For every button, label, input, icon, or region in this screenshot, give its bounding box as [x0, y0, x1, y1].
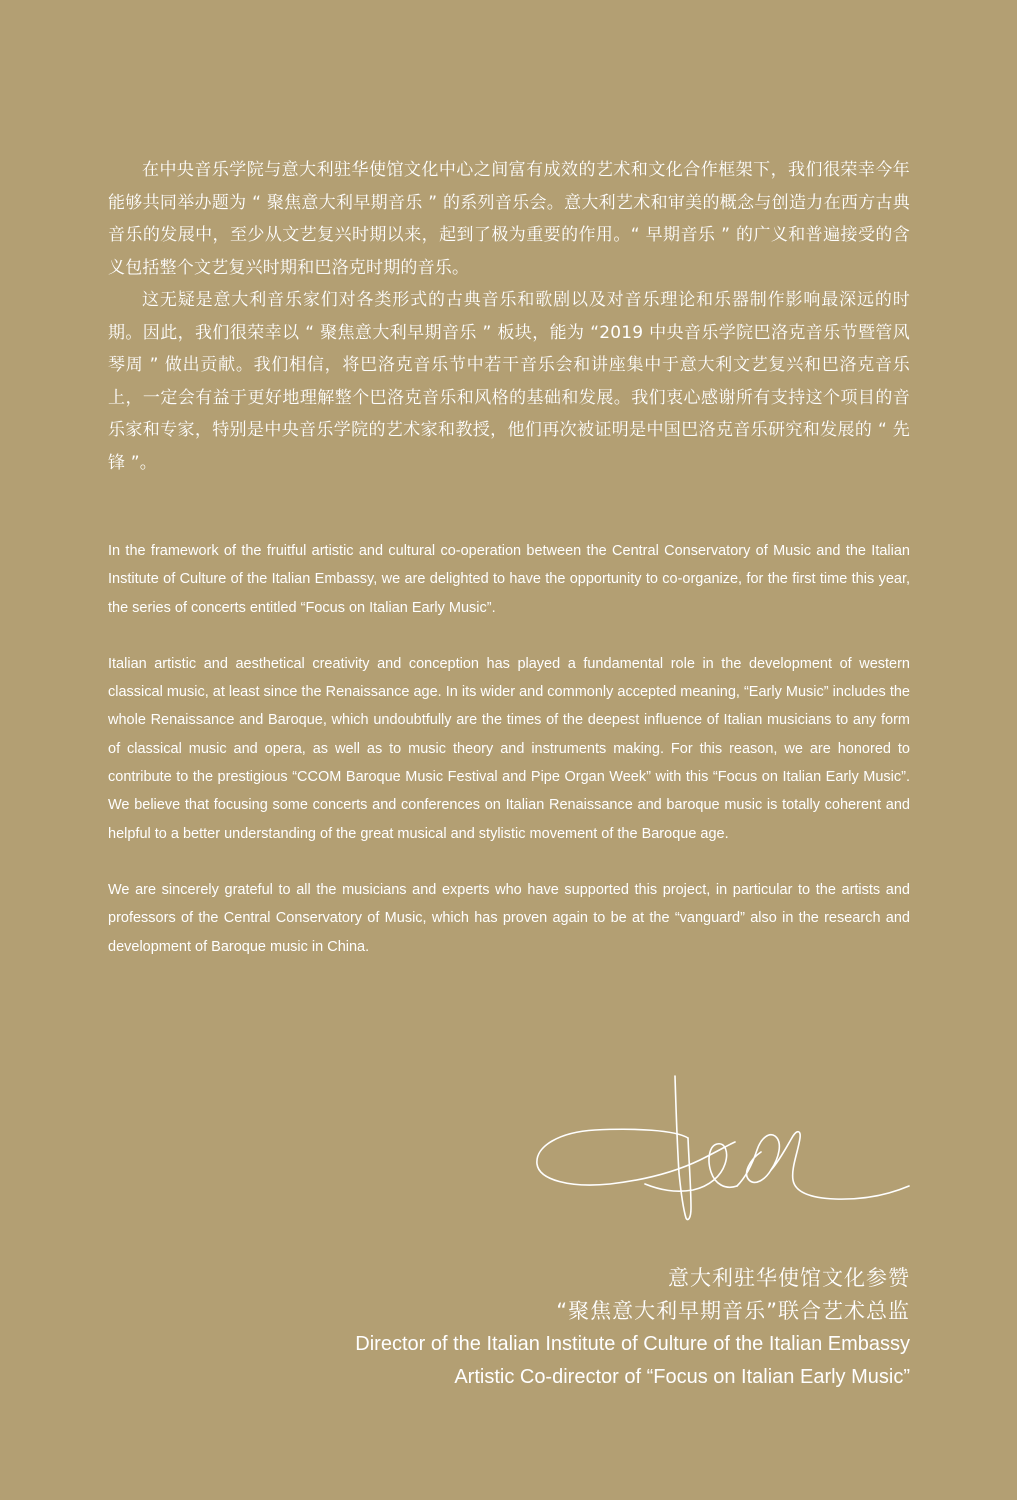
credit-zh-title-1: 意大利驻华使馆文化参赞: [668, 1266, 910, 1290]
chinese-paragraph-1: 在中央音乐学院与意大利驻华使馆文化中心之间富有成效的艺术和文化合作框架下，我们很荣幸今年能够共同举办题为 “ 聚焦意大利早期音乐 ” 的系列音乐会。意大利艺术和审美的概念与创造力在西方古典音乐的发展中，至少从文艺复兴时期以来，起到了极为重要的作用。“ 早期音乐 ” 的广义和普遍接受的含义包括整个文艺复兴时期和巴洛克时期的音乐。: [108, 160, 910, 278]
credit-zh-title-2: “聚焦意大利早期音乐”联合艺术总监: [556, 1299, 910, 1323]
chinese-text-section: [108, 154, 910, 479]
handwritten-signature: [525, 1068, 917, 1228]
english-paragraph-2: Italian artistic and aesthetical creativity and conception has played a fundamental role in the development of western classical music, at least since the Renaissance age. In its wider and commonly accepted meaning, “Early Music” includes the whole Renaissance and Baroque, which undoubtfully are the times of the deepest influence of Italian musicians to any form of classical music and opera, as well as to music theory and instruments making. For this reason, we are honored to contribute to the prestigious “CCOM Baroque Music Festival and Pipe Organ Week” with this “Focus on Italian Early Music”. We believe that focusing some concerts and conferences on Italian Renaissance and baroque music is totally coherent and helpful to a better understanding of the great musical and stylistic movement of the Baroque age.: [108, 655, 910, 842]
chinese-paragraph-2: 这无疑是意大利音乐家们对各类形式的古典音乐和歌剧以及对音乐理论和乐器制作影响最深远的时期。因此，我们很荣幸以 “ 聚焦意大利早期音乐 ” 板块，能为 “2019 中央音乐学院巴洛克音乐节暨管风琴周 ” 做出贡献。我们相信，将巴洛克音乐节中若干音乐会和讲座集中于意大利文艺复兴和巴洛克音乐上，一定会有益于更好地理解整个巴洛克音乐和风格的基础和发展。我们衷心感谢所有支持这个项目的音乐家和专家，特别是中央音乐学院的艺术家和教授，他们再次被证明是中国巴洛克音乐研究和发展的 “ 先锋 ”。: [108, 290, 910, 473]
credit-en-title-2: Artistic Co-director of “Focus on Italian Early Music”: [454, 1366, 910, 1388]
english-paragraph-3: We are sincerely grateful to all the musicians and experts who have supported this project, in particular to the artists and professors of the Central Conservatory of Music, which has proven again to be at the “vanguard” also in the research and development of Baroque music in China.: [108, 881, 910, 955]
english-paragraph-1: In the framework of the fruitful artistic and cultural co-operation between the Central Conservatory of Music and the Italian Institute of Culture of the Italian Embassy, we are delighted to have the opportunity to co-organize, for the first time this year, the series of concerts entitled “Focus on Italian Early Music”.: [108, 543, 910, 616]
credit-en-title-1: Director of the Italian Institute of Culture of the Italian Embassy: [355, 1333, 910, 1355]
english-text-section: [108, 537, 910, 989]
author-credits: [355, 1262, 910, 1394]
